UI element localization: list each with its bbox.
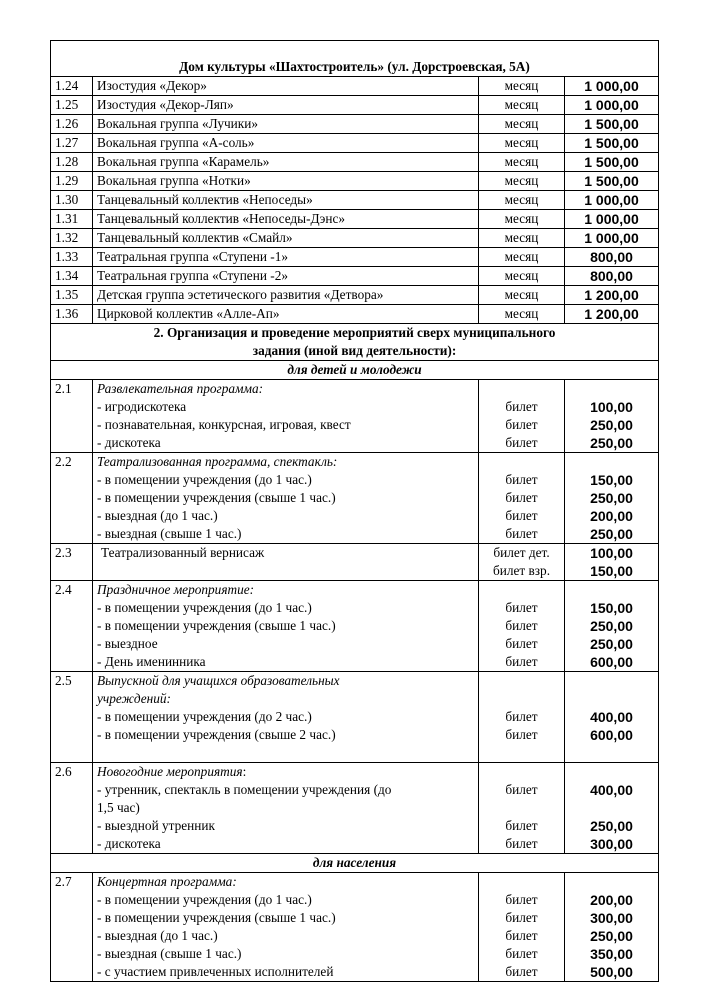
spacer <box>569 873 654 891</box>
spacer <box>479 453 564 471</box>
item-price: 150,00 <box>590 563 633 579</box>
row-number: 1.31 <box>51 210 93 229</box>
category-label: Концертная программа: <box>97 874 237 889</box>
group-category <box>97 873 474 891</box>
group-units <box>479 453 565 544</box>
row-number: 1.25 <box>51 96 93 115</box>
section-heading-line1: 2. Организация и проведение мероприятий сверх муниципального <box>153 325 556 340</box>
subheading-row <box>51 361 659 380</box>
item-label: - выездная (свыше 1 час.) <box>97 526 242 541</box>
category-label: Новогодние мероприятия <box>97 764 243 779</box>
item-label: - в помещении учреждения (до 2 час.) <box>97 709 312 724</box>
row-name: Танцевальный коллектив «Непоседы-Дэнс» <box>93 210 479 229</box>
group-items <box>93 581 479 672</box>
item-price: 200,00 <box>590 508 633 524</box>
item-price: 250,00 <box>590 928 633 944</box>
row-number: 1.34 <box>51 267 93 286</box>
row-unit: месяц <box>479 134 565 153</box>
row-number: 1.35 <box>51 286 93 305</box>
group-prices <box>565 380 659 453</box>
table-row <box>51 153 659 172</box>
row-name: Вокальная группа «Лучики» <box>93 115 479 134</box>
spacer <box>479 380 564 398</box>
venue-title: Дом культуры «Шахтостроитель» (ул. Дорстроевская, 5А) <box>51 41 659 77</box>
row-name: Вокальная группа «А-соль» <box>93 134 479 153</box>
row-name: Цирковой коллектив «Алле-Ап» <box>93 305 479 324</box>
row-unit: месяц <box>479 172 565 191</box>
item-unit: билет <box>505 892 538 907</box>
subheading-row <box>51 854 659 873</box>
table-row <box>51 267 659 286</box>
item-label: - в помещении учреждения (до 1 час.) <box>97 892 312 907</box>
item-price: 300,00 <box>590 910 633 926</box>
group-prices <box>565 873 659 982</box>
group-category <box>97 581 474 599</box>
item-unit: билет дет. <box>493 545 550 560</box>
row-unit: месяц <box>479 286 565 305</box>
item-unit: билет <box>505 928 538 943</box>
item-label: - утренник, спектакль в помещении учреждения (до <box>97 782 392 797</box>
item-label: - выездная (до 1 час.) <box>97 928 218 943</box>
category-label: Театрализованная программа, спектакль: <box>97 454 338 469</box>
row-price: 1 200,00 <box>565 286 659 305</box>
item-price: 300,00 <box>590 836 633 852</box>
item-price: 250,00 <box>590 435 633 451</box>
group-units <box>479 581 565 672</box>
row-price: 1 500,00 <box>565 134 659 153</box>
table-row <box>51 210 659 229</box>
item-price: 400,00 <box>590 782 633 798</box>
row-name: Танцевальный коллектив «Непоседы» <box>93 191 479 210</box>
item-price: 250,00 <box>590 636 633 652</box>
item-label: - в помещении учреждения (свыше 1 час.) <box>97 490 336 505</box>
category-suffix: : <box>242 764 247 779</box>
item-unit: билет <box>505 435 538 450</box>
group-category <box>97 453 474 471</box>
row-price: 1 200,00 <box>565 305 659 324</box>
group-category: Выпускной для учащихся образовательных <box>97 673 340 688</box>
item-label: - выездная (до 1 час.) <box>97 508 218 523</box>
item-price: 250,00 <box>590 818 633 834</box>
group-row <box>51 873 659 982</box>
table-row <box>51 134 659 153</box>
item-price: 150,00 <box>590 472 633 488</box>
group-row <box>51 763 659 854</box>
table-row <box>51 305 659 324</box>
row-number: 1.27 <box>51 134 93 153</box>
group-number: 2.6 <box>51 763 93 854</box>
row-name: Танцевальный коллектив «Смайл» <box>93 229 479 248</box>
group-number: 2.2 <box>51 453 93 544</box>
row-price: 1 000,00 <box>565 229 659 248</box>
price-table <box>50 40 659 982</box>
row-name: Театральная группа «Ступени -2» <box>93 267 479 286</box>
item-unit: билет <box>505 600 538 615</box>
section-heading <box>51 324 659 361</box>
group-items <box>93 763 479 854</box>
item-unit: билет <box>505 399 538 414</box>
row-price: 1 000,00 <box>565 96 659 115</box>
group-items <box>93 873 479 982</box>
group-category <box>97 763 474 781</box>
group-units <box>479 544 565 581</box>
section-heading-line2: задания (иной вид деятельности): <box>252 343 457 358</box>
item-label: - дискотека <box>97 836 161 851</box>
item-label: - с участием привлеченных исполнителей <box>97 964 334 979</box>
price-document <box>50 40 658 982</box>
item-price: 350,00 <box>590 946 633 962</box>
row-number: 1.36 <box>51 305 93 324</box>
item-label-cont: 1,5 час) <box>97 800 140 815</box>
item-price: 100,00 <box>590 399 633 415</box>
group-number: 2.1 <box>51 380 93 453</box>
row-name: Вокальная группа «Нотки» <box>93 172 479 191</box>
row-number: 1.32 <box>51 229 93 248</box>
item-price: 250,00 <box>590 526 633 542</box>
spacer <box>479 581 564 599</box>
item-label: - выездная (свыше 1 час.) <box>97 946 242 961</box>
item-unit: билет <box>505 964 538 979</box>
group-units <box>479 763 565 854</box>
row-price: 800,00 <box>565 267 659 286</box>
item-label: - игродискотека <box>97 399 187 414</box>
group-prices <box>565 763 659 854</box>
group-number: 2.5 <box>51 672 93 763</box>
spacer <box>569 672 654 690</box>
item-price: 250,00 <box>590 618 633 634</box>
group-row <box>51 380 659 453</box>
row-number: 1.28 <box>51 153 93 172</box>
table-row <box>51 172 659 191</box>
item-price: 200,00 <box>590 892 633 908</box>
item-label: - в помещении учреждения (свыше 1 час.) <box>97 618 336 633</box>
item-price: 250,00 <box>590 490 633 506</box>
category-label: Развлекательная программа: <box>97 381 264 396</box>
spacer <box>569 380 654 398</box>
row-unit: месяц <box>479 229 565 248</box>
row-unit: месяц <box>479 305 565 324</box>
item-unit: билет <box>505 654 538 669</box>
row-unit: месяц <box>479 248 565 267</box>
row-unit: месяц <box>479 191 565 210</box>
group-number: 2.4 <box>51 581 93 672</box>
item-unit: билет <box>505 727 538 742</box>
row-price: 1 500,00 <box>565 115 659 134</box>
item-label: - выездное <box>97 636 158 651</box>
table-row <box>51 248 659 267</box>
item-price: 400,00 <box>590 709 633 725</box>
group-category <box>97 380 474 398</box>
item-unit: билет <box>505 946 538 961</box>
item-price: 500,00 <box>590 964 633 980</box>
group-units <box>479 672 565 763</box>
spacer <box>569 453 654 471</box>
item-label: - в помещении учреждения (до 1 час.) <box>97 472 312 487</box>
table-row <box>51 77 659 96</box>
table-row <box>51 96 659 115</box>
subheading-population: для населения <box>51 854 659 873</box>
item-unit: билет <box>505 782 538 797</box>
row-number: 1.33 <box>51 248 93 267</box>
group-category-cont: учреждений: <box>97 691 171 706</box>
item-price: 600,00 <box>590 654 633 670</box>
row-price: 800,00 <box>565 248 659 267</box>
item-label: - выездной утренник <box>97 818 215 833</box>
group-number: 2.7 <box>51 873 93 982</box>
spacer <box>479 672 564 690</box>
group-prices <box>565 672 659 763</box>
group-name: Театрализованный вернисаж <box>101 545 265 560</box>
spacer <box>479 799 564 817</box>
group-row <box>51 581 659 672</box>
group-row <box>51 672 659 763</box>
row-unit: месяц <box>479 267 565 286</box>
group-row <box>51 544 659 581</box>
group-items <box>93 672 479 763</box>
group-units <box>479 380 565 453</box>
spacer <box>479 690 564 708</box>
row-number: 1.29 <box>51 172 93 191</box>
venue-header-row <box>51 41 659 77</box>
item-unit: билет <box>505 910 538 925</box>
blank-line <box>97 744 474 762</box>
group-items <box>93 544 479 581</box>
table-row <box>51 115 659 134</box>
group-prices <box>565 544 659 581</box>
group-units <box>479 873 565 982</box>
spacer <box>479 763 564 781</box>
item-unit: билет <box>505 526 538 541</box>
row-number: 1.26 <box>51 115 93 134</box>
item-unit: билет <box>505 490 538 505</box>
spacer <box>569 763 654 781</box>
item-label: - в помещении учреждения (свыше 2 час.) <box>97 727 336 742</box>
item-unit: билет <box>505 417 538 432</box>
row-price: 1 000,00 <box>565 77 659 96</box>
item-unit: билет <box>505 508 538 523</box>
group-prices <box>565 453 659 544</box>
category-label: Праздничное мероприятие: <box>97 582 255 597</box>
item-unit: билет взр. <box>492 563 551 578</box>
row-name: Театральная группа «Ступени -1» <box>93 248 479 267</box>
row-name: Детская группа эстетического развития «Детвора» <box>93 286 479 305</box>
row-unit: месяц <box>479 210 565 229</box>
section-heading-row <box>51 324 659 361</box>
row-unit: месяц <box>479 77 565 96</box>
item-unit: билет <box>505 472 538 487</box>
group-items <box>93 380 479 453</box>
group-items <box>93 453 479 544</box>
item-price: 100,00 <box>590 545 633 561</box>
group-prices <box>565 581 659 672</box>
item-unit: билет <box>505 618 538 633</box>
table-row <box>51 286 659 305</box>
item-label: - День именинника <box>97 654 206 669</box>
row-price: 1 000,00 <box>565 210 659 229</box>
item-unit: билет <box>505 836 538 851</box>
row-unit: месяц <box>479 115 565 134</box>
row-price: 1 000,00 <box>565 191 659 210</box>
row-name: Вокальная группа «Карамель» <box>93 153 479 172</box>
row-number: 1.30 <box>51 191 93 210</box>
item-unit: билет <box>505 709 538 724</box>
spacer <box>479 873 564 891</box>
row-unit: месяц <box>479 96 565 115</box>
table-row <box>51 229 659 248</box>
group-row <box>51 453 659 544</box>
spacer <box>569 799 654 817</box>
item-unit: билет <box>505 818 538 833</box>
row-unit: месяц <box>479 153 565 172</box>
item-label: - в помещении учреждения (свыше 1 час.) <box>97 910 336 925</box>
row-price: 1 500,00 <box>565 153 659 172</box>
item-price: 150,00 <box>590 600 633 616</box>
item-label: - в помещении учреждения (до 1 час.) <box>97 600 312 615</box>
group-number: 2.3 <box>51 544 93 581</box>
item-unit: билет <box>505 636 538 651</box>
spacer <box>569 690 654 708</box>
spacer <box>569 581 654 599</box>
subheading-children: для детей и молодежи <box>51 361 659 380</box>
item-price: 600,00 <box>590 727 633 743</box>
item-price: 250,00 <box>590 417 633 433</box>
row-price: 1 500,00 <box>565 172 659 191</box>
item-label: - дискотека <box>97 435 161 450</box>
row-name: Изостудия «Декор» <box>93 77 479 96</box>
row-name: Изостудия «Декор-Ляп» <box>93 96 479 115</box>
row-number: 1.24 <box>51 77 93 96</box>
item-label: - познавательная, конкурсная, игровая, квест <box>97 417 351 432</box>
table-row <box>51 191 659 210</box>
